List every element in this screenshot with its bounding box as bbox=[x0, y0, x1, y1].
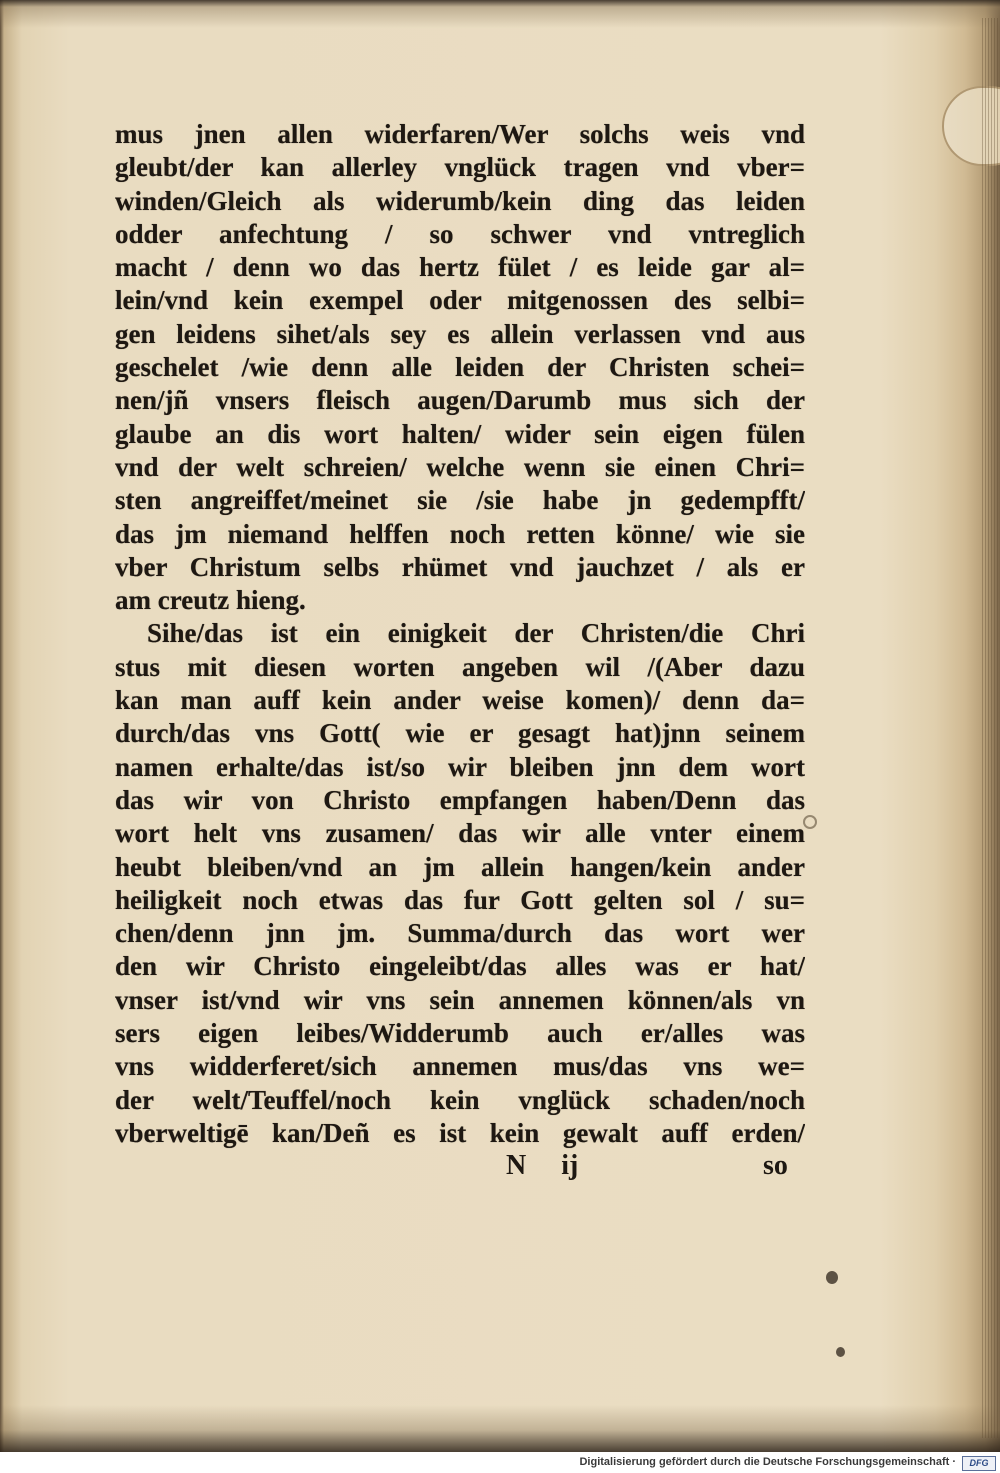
dfg-logo: DFG bbox=[962, 1456, 996, 1471]
text-line: glaube an dis wort halten/ wider sein eigen fülen bbox=[115, 418, 805, 449]
text-line: geschelet /wie denn alle leiden der Christen schei= bbox=[115, 352, 805, 383]
ink-speck bbox=[826, 1271, 838, 1284]
text-block bbox=[115, 118, 805, 1150]
text-line: das jm niemand helffen noch retten könne/ wie sie bbox=[115, 518, 805, 549]
text-line: mus jnen allen widerfaren/Wer solchs weis vnd bbox=[115, 119, 805, 149]
text-line: das wir von Christo empfangen haben/Denn das bbox=[115, 784, 805, 815]
text-line: wort helt vns zusamen/ das wir alle vnter einem bbox=[115, 818, 805, 849]
text-line: vber Christum selbs rhümet vnd jauchzet / als er bbox=[115, 551, 805, 582]
paragraph-start-line: Sihe/das ist ein einigkeit der Christen/die Chri bbox=[147, 618, 805, 649]
text-line: chen/denn jnn jm. Summa/durch das wort wer bbox=[115, 918, 805, 949]
catchword: so bbox=[763, 1150, 788, 1181]
text-line: gleubt/der kan allerley vnglück tragen vnd vber= bbox=[115, 152, 805, 183]
text-line: sten angreiffet/meinet sie /sie habe jn gedempfft/ bbox=[115, 485, 805, 516]
ink-speck bbox=[836, 1347, 845, 1357]
text-line: macht / denn wo das hertz fület / es leide gar al= bbox=[115, 252, 805, 283]
text-line: stus mit diesen worten angeben wil /(Aber dazu bbox=[115, 651, 805, 682]
text-line: nen/jñ vnsers fleisch augen/Darumb mus sich der bbox=[115, 385, 805, 416]
text-line: winden/Gleich als widerumb/kein ding das leiden bbox=[115, 185, 805, 216]
text-line: durch/das vns Gott( wie er gesagt hat)jnn seinem bbox=[115, 718, 805, 749]
text-line: lein/vnd kein exempel oder mitgenossen des selbi= bbox=[115, 285, 805, 316]
footer-credit: Digitalisierung gefördert durch die Deutsche Forschungsgemeinschaft · bbox=[579, 1456, 956, 1468]
text-line: gen leidens sihet/als sey es allein verlassen vnd aus bbox=[115, 318, 805, 349]
paper-blemish bbox=[803, 815, 817, 829]
footer-bar bbox=[0, 1452, 1000, 1473]
text-line: vns widderferet/sich annemen mus/das vns we= bbox=[115, 1051, 805, 1082]
catchword-line bbox=[0, 1148, 1000, 1184]
text-line: namen erhalte/das ist/so wir bleiben jnn dem wort bbox=[115, 751, 805, 782]
text-line: heubt bleiben/vnd an jm allein hangen/kein ander bbox=[115, 851, 805, 882]
signature-mark: N ij bbox=[506, 1150, 579, 1181]
text-line: heiligkeit noch etwas das fur Gott gelten sol / su= bbox=[115, 884, 805, 915]
text-line: sers eigen leibes/Widderumb auch er/alles was bbox=[115, 1018, 805, 1049]
text-line: kan man auff kein ander weise komen)/ denn da= bbox=[115, 685, 805, 716]
text-line: vnd der welt schreien/ welche wenn sie einen Chri= bbox=[115, 451, 805, 482]
text-line: vnser ist/vnd wir vns sein annemen können/als vn bbox=[115, 984, 805, 1015]
text-line: der welt/Teuffel/noch kein vnglück schaden/noch bbox=[115, 1084, 805, 1115]
paragraph-end-line: am creutz hieng. bbox=[115, 585, 306, 616]
text-line: odder anfechtung / so schwer vnd vntreglich bbox=[115, 218, 805, 249]
book-page-edges bbox=[982, 18, 1000, 1438]
text-line: vberweltigē kan/Deñ es ist kein gewalt auff erden/ bbox=[115, 1117, 805, 1148]
text-line: den wir Christo eingeleibt/das alles was er hat/ bbox=[115, 951, 805, 982]
